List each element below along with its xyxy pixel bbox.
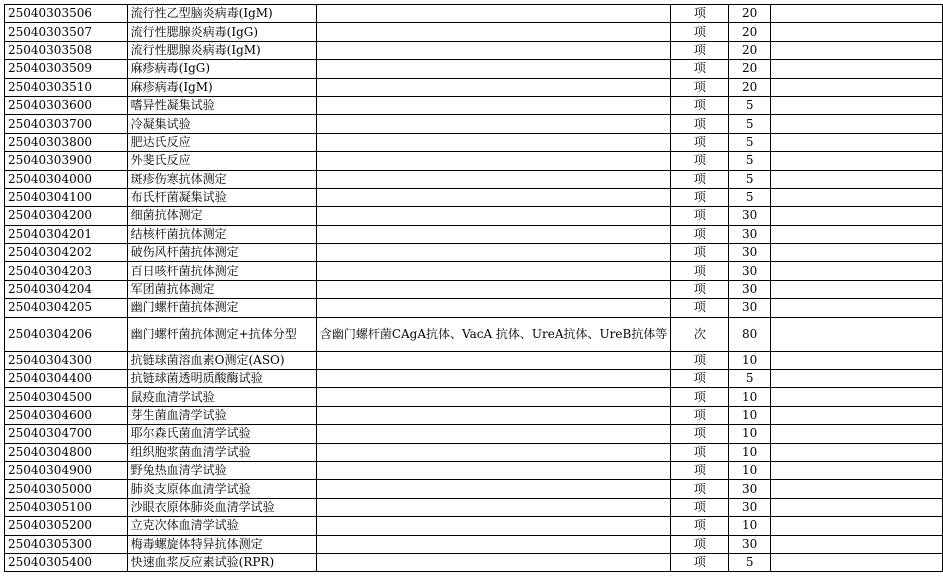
- item-content-cell: [316, 78, 671, 96]
- item-unit-cell: 项: [671, 170, 729, 188]
- table-row: [5, 535, 943, 553]
- item-content-cell: [316, 133, 671, 151]
- item-name-cell: 梅毒螺旋体特异抗体测定: [127, 535, 316, 553]
- item-description-cell: [770, 262, 942, 280]
- item-description-cell: [770, 96, 942, 114]
- table-row: [5, 443, 943, 461]
- item-price-cell: 5: [729, 170, 771, 188]
- item-code-cell: 25040304900: [5, 461, 128, 479]
- table-row: [5, 280, 943, 298]
- item-code-cell: 25040304500: [5, 388, 128, 406]
- table-row: [5, 78, 943, 96]
- item-description-cell: [770, 443, 942, 461]
- item-unit-cell: 项: [671, 262, 729, 280]
- item-unit-cell: 项: [671, 406, 729, 424]
- table-row: [5, 553, 943, 571]
- item-name-cell: 野兔热血清学试验: [127, 461, 316, 479]
- item-code-cell: 25040303900: [5, 152, 128, 170]
- table-row: [5, 225, 943, 243]
- table-row: [5, 370, 943, 388]
- item-name-cell: 快速血浆反应素试验(RPR): [127, 553, 316, 571]
- item-unit-cell: 项: [671, 244, 729, 262]
- item-price-cell: 20: [729, 60, 771, 78]
- item-name-cell: 抗链球菌透明质酸酶试验: [127, 370, 316, 388]
- table-row: [5, 299, 943, 317]
- item-name-cell: 幽门螺杆菌抗体测定+抗体分型: [127, 317, 316, 351]
- item-description-cell: [770, 5, 942, 23]
- item-price-cell: 30: [729, 498, 771, 516]
- item-price-cell: 30: [729, 207, 771, 225]
- item-name-cell: 立克次体血清学试验: [127, 517, 316, 535]
- item-price-cell: 5: [729, 133, 771, 151]
- item-name-cell: 肺炎支原体血清学试验: [127, 480, 316, 498]
- item-unit-cell: 项: [671, 225, 729, 243]
- item-price-cell: 10: [729, 351, 771, 369]
- item-description-cell: [770, 280, 942, 298]
- item-price-cell: 10: [729, 443, 771, 461]
- item-code-cell: 25040305300: [5, 535, 128, 553]
- table-row: [5, 5, 943, 23]
- fee-schedule-sheet: [4, 4, 943, 572]
- item-code-cell: 25040303800: [5, 133, 128, 151]
- item-code-cell: 25040303510: [5, 78, 128, 96]
- item-content-cell: [316, 406, 671, 424]
- table-row: [5, 170, 943, 188]
- item-description-cell: [770, 517, 942, 535]
- item-description-cell: [770, 60, 942, 78]
- table-row: [5, 115, 943, 133]
- item-name-cell: 破伤风杆菌抗体测定: [127, 244, 316, 262]
- item-price-cell: 10: [729, 517, 771, 535]
- item-content-cell: [316, 244, 671, 262]
- item-content-cell: [316, 370, 671, 388]
- item-description-cell: [770, 78, 942, 96]
- item-code-cell: 25040305100: [5, 498, 128, 516]
- item-unit-cell: 项: [671, 23, 729, 41]
- item-name-cell: 麻疹病毒(IgM): [127, 78, 316, 96]
- item-content-cell: [316, 115, 671, 133]
- table-row: [5, 188, 943, 206]
- item-content-cell: [316, 461, 671, 479]
- table-row: [5, 244, 943, 262]
- item-unit-cell: 项: [671, 388, 729, 406]
- item-unit-cell: 项: [671, 443, 729, 461]
- table-row: [5, 388, 943, 406]
- item-name-cell: 流行性腮腺炎病毒(IgG): [127, 23, 316, 41]
- item-name-cell: 鼠疫血清学试验: [127, 388, 316, 406]
- item-price-cell: 10: [729, 461, 771, 479]
- item-name-cell: 斑疹伤寒抗体测定: [127, 170, 316, 188]
- item-code-cell: 25040304100: [5, 188, 128, 206]
- item-unit-cell: 项: [671, 351, 729, 369]
- item-content-cell: 含幽门螺杆菌CAgA抗体、VacA 抗体、UreA抗体、UreB抗体等: [316, 317, 671, 351]
- item-name-cell: 麻疹病毒(IgG): [127, 60, 316, 78]
- item-name-cell: 幽门螺杆菌抗体测定: [127, 299, 316, 317]
- item-unit-cell: 项: [671, 41, 729, 59]
- item-description-cell: [770, 152, 942, 170]
- item-unit-cell: 项: [671, 60, 729, 78]
- item-price-cell: 5: [729, 115, 771, 133]
- table-row: [5, 317, 943, 351]
- item-content-cell: [316, 280, 671, 298]
- item-content-cell: [316, 553, 671, 571]
- item-unit-cell: 项: [671, 207, 729, 225]
- item-price-cell: 20: [729, 5, 771, 23]
- item-description-cell: [770, 133, 942, 151]
- item-price-cell: 5: [729, 96, 771, 114]
- table-row: [5, 133, 943, 151]
- item-price-cell: 5: [729, 370, 771, 388]
- item-code-cell: 25040304200: [5, 207, 128, 225]
- item-unit-cell: 项: [671, 480, 729, 498]
- item-code-cell: 25040304201: [5, 225, 128, 243]
- item-price-cell: 80: [729, 317, 771, 351]
- table-row: [5, 207, 943, 225]
- item-name-cell: 嗜异性凝集试验: [127, 96, 316, 114]
- item-price-cell: 20: [729, 78, 771, 96]
- item-description-cell: [770, 406, 942, 424]
- item-content-cell: [316, 152, 671, 170]
- item-price-cell: 5: [729, 553, 771, 571]
- item-description-cell: [770, 553, 942, 571]
- item-content-cell: [316, 535, 671, 553]
- table-row: [5, 425, 943, 443]
- item-name-cell: 肥达氏反应: [127, 133, 316, 151]
- item-price-cell: 30: [729, 535, 771, 553]
- item-unit-cell: 项: [671, 115, 729, 133]
- item-content-cell: [316, 225, 671, 243]
- item-name-cell: 百日咳杆菌抗体测定: [127, 262, 316, 280]
- item-code-cell: 25040304000: [5, 170, 128, 188]
- item-content-cell: [316, 480, 671, 498]
- item-price-cell: 5: [729, 188, 771, 206]
- item-price-cell: 30: [729, 244, 771, 262]
- item-content-cell: [316, 96, 671, 114]
- item-description-cell: [770, 370, 942, 388]
- item-price-cell: 30: [729, 299, 771, 317]
- item-unit-cell: 项: [671, 553, 729, 571]
- item-name-cell: 耶尔森氏菌血清学试验: [127, 425, 316, 443]
- item-content-cell: [316, 188, 671, 206]
- item-code-cell: 25040304206: [5, 317, 128, 351]
- table-body: [5, 5, 943, 572]
- item-code-cell: 25040304300: [5, 351, 128, 369]
- item-code-cell: 25040303509: [5, 60, 128, 78]
- item-unit-cell: 项: [671, 96, 729, 114]
- item-content-cell: [316, 5, 671, 23]
- item-content-cell: [316, 443, 671, 461]
- item-price-cell: 10: [729, 388, 771, 406]
- item-name-cell: 流行性腮腺炎病毒(IgM): [127, 41, 316, 59]
- item-code-cell: 25040303700: [5, 115, 128, 133]
- table-row: [5, 152, 943, 170]
- item-content-cell: [316, 23, 671, 41]
- item-name-cell: 军团菌抗体测定: [127, 280, 316, 298]
- item-unit-cell: 项: [671, 280, 729, 298]
- item-description-cell: [770, 188, 942, 206]
- item-name-cell: 沙眼衣原体肺炎血清学试验: [127, 498, 316, 516]
- item-code-cell: 25040304400: [5, 370, 128, 388]
- item-code-cell: 25040303600: [5, 96, 128, 114]
- item-description-cell: [770, 299, 942, 317]
- item-price-cell: 5: [729, 152, 771, 170]
- item-content-cell: [316, 170, 671, 188]
- item-code-cell: 25040304600: [5, 406, 128, 424]
- table-row: [5, 406, 943, 424]
- item-price-cell: 30: [729, 280, 771, 298]
- item-unit-cell: 项: [671, 461, 729, 479]
- item-unit-cell: 项: [671, 299, 729, 317]
- item-name-cell: 结核杆菌抗体测定: [127, 225, 316, 243]
- item-code-cell: 25040304205: [5, 299, 128, 317]
- item-content-cell: [316, 41, 671, 59]
- item-price-cell: 20: [729, 23, 771, 41]
- item-name-cell: 芽生菌血清学试验: [127, 406, 316, 424]
- item-code-cell: 25040304204: [5, 280, 128, 298]
- item-content-cell: [316, 207, 671, 225]
- item-description-cell: [770, 351, 942, 369]
- table-row: [5, 461, 943, 479]
- table-row: [5, 41, 943, 59]
- item-name-cell: 布氏杆菌凝集试验: [127, 188, 316, 206]
- item-content-cell: [316, 498, 671, 516]
- item-unit-cell: 项: [671, 425, 729, 443]
- item-name-cell: 流行性乙型脑炎病毒(IgM): [127, 5, 316, 23]
- item-code-cell: 25040304203: [5, 262, 128, 280]
- item-content-cell: [316, 351, 671, 369]
- item-name-cell: 冷凝集试验: [127, 115, 316, 133]
- item-price-cell: 10: [729, 406, 771, 424]
- item-code-cell: 25040304700: [5, 425, 128, 443]
- item-name-cell: 组织胞浆菌血清学试验: [127, 443, 316, 461]
- table-row: [5, 517, 943, 535]
- item-description-cell: [770, 498, 942, 516]
- item-content-cell: [316, 388, 671, 406]
- item-unit-cell: 项: [671, 5, 729, 23]
- table-row: [5, 480, 943, 498]
- item-unit-cell: 项: [671, 78, 729, 96]
- item-description-cell: [770, 23, 942, 41]
- item-description-cell: [770, 388, 942, 406]
- item-code-cell: 25040304202: [5, 244, 128, 262]
- item-code-cell: 25040305400: [5, 553, 128, 571]
- item-name-cell: 外斐氏反应: [127, 152, 316, 170]
- item-description-cell: [770, 425, 942, 443]
- item-description-cell: [770, 480, 942, 498]
- item-price-cell: 30: [729, 480, 771, 498]
- table-row: [5, 60, 943, 78]
- item-content-cell: [316, 425, 671, 443]
- item-price-cell: 30: [729, 225, 771, 243]
- table-row: [5, 498, 943, 516]
- item-code-cell: 25040305200: [5, 517, 128, 535]
- item-unit-cell: 项: [671, 517, 729, 535]
- item-code-cell: 25040303507: [5, 23, 128, 41]
- item-unit-cell: 项: [671, 535, 729, 553]
- item-content-cell: [316, 262, 671, 280]
- item-description-cell: [770, 115, 942, 133]
- table-row: [5, 351, 943, 369]
- item-content-cell: [316, 299, 671, 317]
- item-name-cell: 细菌抗体测定: [127, 207, 316, 225]
- item-unit-cell: 项: [671, 188, 729, 206]
- item-code-cell: 25040304800: [5, 443, 128, 461]
- item-description-cell: [770, 535, 942, 553]
- item-unit-cell: 项: [671, 133, 729, 151]
- item-description-cell: [770, 207, 942, 225]
- item-description-cell: [770, 170, 942, 188]
- item-code-cell: 25040305000: [5, 480, 128, 498]
- item-unit-cell: 项: [671, 152, 729, 170]
- item-unit-cell: 项: [671, 498, 729, 516]
- item-description-cell: [770, 244, 942, 262]
- table-row: [5, 262, 943, 280]
- item-description-cell: [770, 225, 942, 243]
- item-content-cell: [316, 517, 671, 535]
- item-name-cell: 抗链球菌溶血素O测定(ASO): [127, 351, 316, 369]
- item-price-cell: 10: [729, 425, 771, 443]
- table-row: [5, 23, 943, 41]
- item-code-cell: 25040303506: [5, 5, 128, 23]
- item-description-cell: [770, 317, 942, 351]
- item-unit-cell: 次: [671, 317, 729, 351]
- item-unit-cell: 项: [671, 370, 729, 388]
- item-price-cell: 30: [729, 262, 771, 280]
- table-row: [5, 96, 943, 114]
- fee-table: [4, 4, 943, 572]
- item-description-cell: [770, 41, 942, 59]
- item-description-cell: [770, 461, 942, 479]
- item-price-cell: 20: [729, 41, 771, 59]
- item-code-cell: 25040303508: [5, 41, 128, 59]
- item-content-cell: [316, 60, 671, 78]
